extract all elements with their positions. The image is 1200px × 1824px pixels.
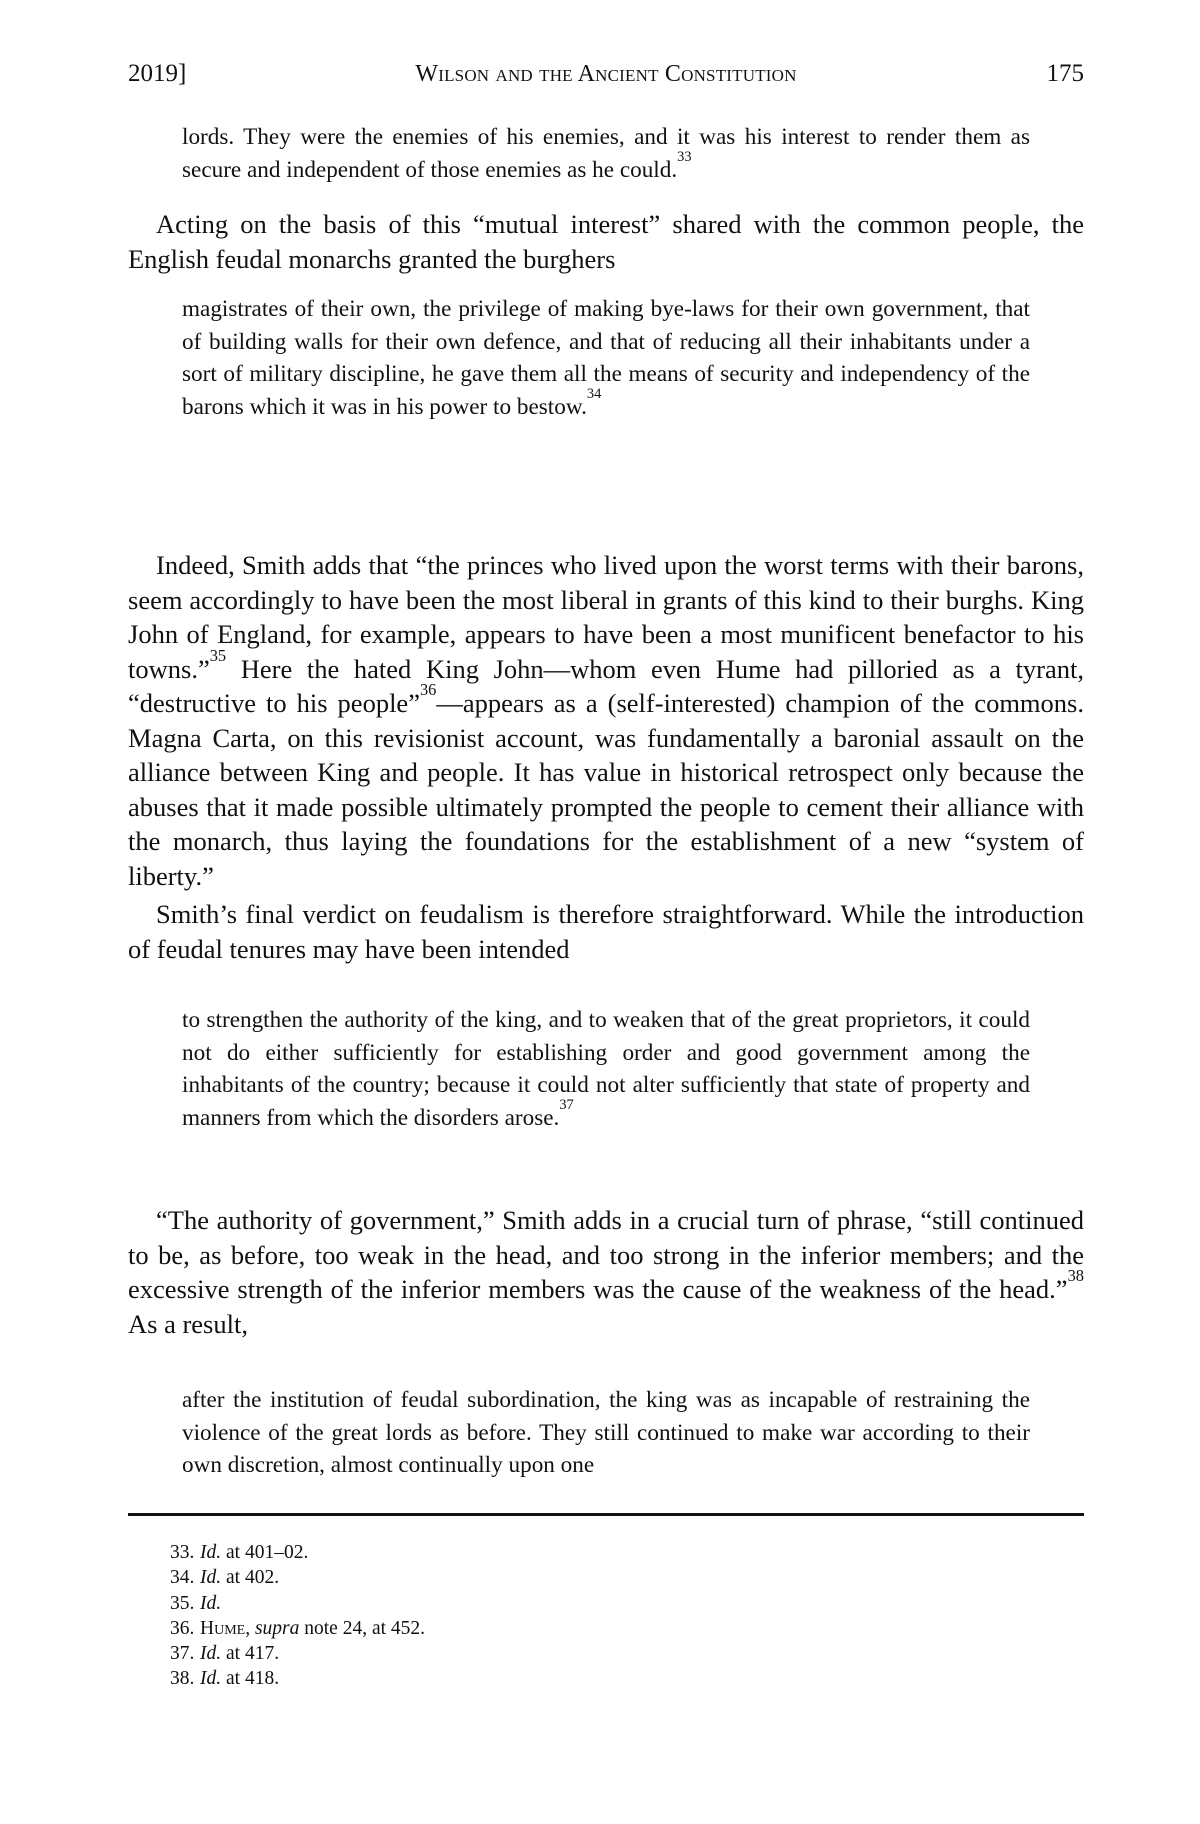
paragraph-4-text-b: As a result,: [128, 1308, 248, 1339]
paragraph-1: [128, 207, 1084, 276]
block-quote-3: [182, 1004, 1030, 1134]
footnote-ref-36: 36: [419, 680, 437, 699]
footnote-number: 37.: [170, 1643, 195, 1665]
block-quote-4: [182, 1384, 1030, 1482]
footnote-ref-33: 33: [677, 148, 692, 165]
footnote-37: [170, 1641, 870, 1666]
paragraph-2-text-c: —appears as a (self-interested) champion of the commons. Magna Carta, on this revisionist account, was fundamentally a baronial assault on the alliance between King and people. It has value in historical retrospect only because the abuses that it made possible ultimately prompted the people to cement their alliance with the monarch, thus laying the foundations for the establishment of a new “system of liberty.”: [128, 688, 1084, 891]
footnote-number: 34.: [170, 1567, 195, 1589]
paragraph-3-text: Smith’s final verdict on feudalism is therefore straightforward. While the introduction of feudal tenures may have been intended: [128, 899, 1084, 964]
footnote-ref-37: 37: [559, 1096, 574, 1113]
paragraph-2-text-a: Indeed, Smith adds that “the princes who lived upon the worst terms with their barons, seem accordingly to have been the most liberal in grants of this kind to their burghs. King John of England, for example, appears to have been a most munificent benefactor to his towns.”: [128, 550, 1084, 684]
paragraph-1-text: Acting on the basis of this “mutual interest” shared with the common people, the English feudal monarchs granted the burghers: [128, 209, 1084, 274]
paragraph-2-text-b: Here the hated King John—whom even Hume had pilloried as a tyrant, “destructive to his people”: [128, 653, 1084, 718]
footnote-text: at 401–02.: [221, 1542, 309, 1563]
block-quote-1: [182, 121, 1030, 186]
footnote-number: 33.: [170, 1542, 195, 1563]
paragraph-3: [128, 897, 1084, 966]
header-year: 2019]: [128, 60, 187, 87]
footnote-ref-35: 35: [209, 645, 227, 665]
header-title: Wilson and the Ancient Constitution: [415, 61, 797, 87]
footnote-text: at 418.: [221, 1668, 280, 1690]
footnote-separator: ,: [245, 1617, 255, 1639]
footnote-author: Hume: [200, 1617, 246, 1639]
footnotes-list: [170, 1540, 870, 1692]
footnote-ref-38: 38: [1067, 1266, 1084, 1285]
footnote-citation: Id.: [200, 1542, 222, 1563]
footnote-35: [170, 1591, 870, 1616]
block-quote-2: [182, 293, 1030, 423]
block-quote-2-text: magistrates of their own, the privilege of making bye-laws for their own government, that of building walls for their own defence, and that of reducing all their inhabitants under a sort of military discipline, he gave them all the means of security and independency of the barons which it was in his power to bestow.: [182, 296, 1030, 420]
footnote-text: at 417.: [221, 1643, 280, 1665]
footnote-citation: Id.: [200, 1668, 222, 1690]
footnote-number: 38.: [170, 1668, 195, 1690]
footnote-citation: Id.: [200, 1643, 222, 1665]
footnote-citation: Id.: [200, 1567, 222, 1589]
footnote-citation: supra: [254, 1617, 300, 1639]
footnote-divider: [128, 1513, 1084, 1516]
footnote-36: [170, 1616, 870, 1641]
footnote-number: 35.: [170, 1592, 195, 1614]
footnote-number: 36.: [170, 1617, 195, 1639]
footnote-text: at 402.: [221, 1567, 280, 1589]
footnote-ref-34: 34: [586, 385, 602, 402]
footnote-text: note 24, at 452.: [299, 1617, 426, 1639]
footnote-38: [170, 1666, 870, 1691]
block-quote-3-text: to strengthen the authority of the king, and to weaken that of the great proprietors, it could not do either sufficiently for establishing order and good government among the inhabitants of the country; because it could not alter sufficiently that state of property and manners from which the disorders arose.: [182, 1007, 1030, 1131]
footnote-34: [170, 1565, 870, 1590]
block-quote-1-text: lords. They were the enemies of his enemies, and it was his interest to render them as secure and independent of those enemies as he could.: [182, 124, 1030, 183]
footnote-33: [170, 1540, 870, 1565]
running-head: [128, 56, 1084, 92]
paragraph-4-text-a: “The authority of government,” Smith adds in a crucial turn of phrase, “still continued to be, as before, too weak in the head, and too strong in the inferior members; and the excessive strength of the inferior members was the cause of the weakness of the head.”: [128, 1205, 1084, 1304]
page-number: 175: [1046, 60, 1084, 87]
footnote-citation: Id.: [200, 1592, 222, 1614]
paragraph-4: [128, 1203, 1084, 1341]
block-quote-4-text: after the institution of feudal subordination, the king was as incapable of restraining the violence of the great lords as before. They still continued to make war according to their own discretion, almost continually upon one: [182, 1387, 1030, 1478]
paragraph-2: [128, 548, 1084, 893]
